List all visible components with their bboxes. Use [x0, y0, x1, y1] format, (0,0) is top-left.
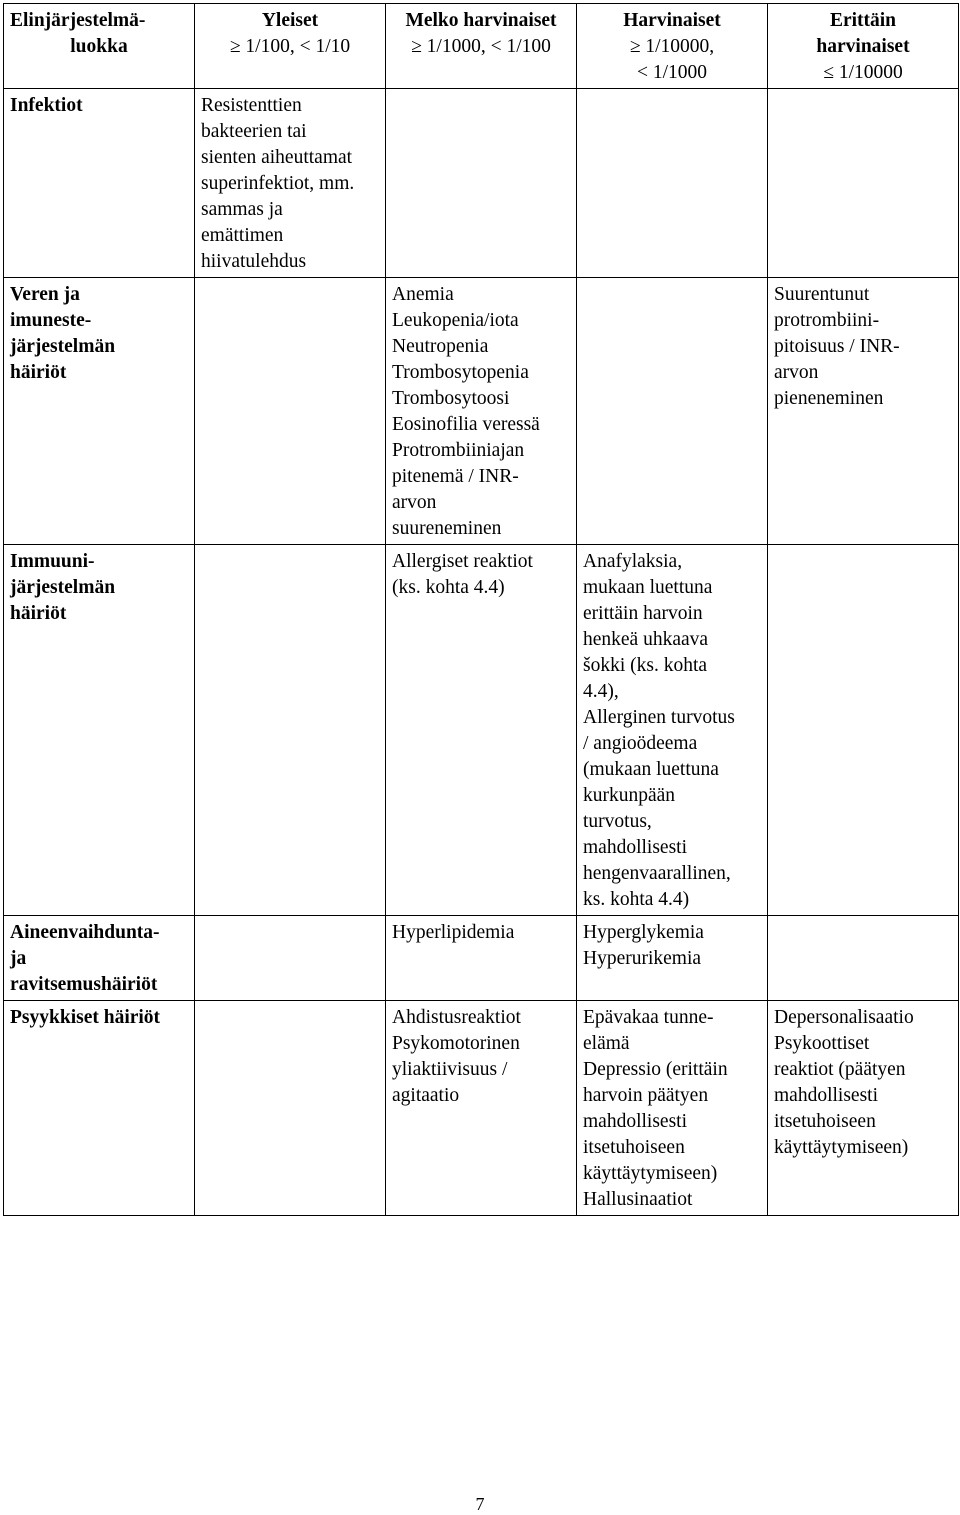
very-rare-cell [768, 89, 959, 278]
organ-system-cell: Infektiot [4, 89, 195, 278]
organ-system-cell: Veren ja imuneste- järjestelmän häiriöt [4, 278, 195, 545]
uncommon-cell: Hyperlipidemia [386, 916, 577, 1001]
header-row [4, 4, 959, 89]
rare-cell [577, 278, 768, 545]
common-cell: Resistenttien bakteerien tai sienten aiheuttamat superinfektiot, mm. sammas ja emättimen hiivatulehdus [195, 89, 386, 278]
header-uncommon: Melko harvinaiset ≥ 1/1000, < 1/100 [386, 4, 577, 89]
organ-system-cell: Immuuni- järjestelmän häiriöt [4, 545, 195, 916]
rare-cell: Epävakaa tunne- elämä Depressio (erittäin harvoin päätyen mahdollisesti itsetuhoiseen käyttäytymiseen) Hallusinaatiot [577, 1001, 768, 1216]
very-rare-cell: Depersonalisaatio Psykoottiset reaktiot (päätyen mahdollisesti itsetuhoiseen käyttäytymiseen) [768, 1001, 959, 1216]
common-cell [195, 916, 386, 1001]
header-rare: Harvinaiset ≥ 1/10000, < 1/1000 [577, 4, 768, 89]
table-row [4, 89, 959, 278]
header-organ-system-class: Elinjärjestelmä- luokka [4, 4, 195, 89]
common-cell [195, 278, 386, 545]
rare-cell: Hyperglykemia Hyperurikemia [577, 916, 768, 1001]
table-row [4, 278, 959, 545]
very-rare-cell [768, 545, 959, 916]
common-cell [195, 545, 386, 916]
organ-system-cell: Psyykkiset häiriöt [4, 1001, 195, 1216]
rare-cell: Anafylaksia, mukaan luettuna erittäin harvoin henkeä uhkaava šokki (ks. kohta 4.4), Allerginen turvotus / angioödeema (mukaan luettuna kurkunpään turvotus, mahdollisesti hengenvaarallinen, ks. kohta 4.4) [577, 545, 768, 916]
header-very-rare: Erittäin harvinaiset ≤ 1/10000 [768, 4, 959, 89]
common-cell [195, 1001, 386, 1216]
table-row [4, 916, 959, 1001]
uncommon-cell: Ahdistusreaktiot Psykomotorinen yliaktiivisuus / agitaatio [386, 1001, 577, 1216]
adverse-effects-table [3, 3, 959, 1216]
very-rare-cell [768, 916, 959, 1001]
uncommon-cell: Allergiset reaktiot (ks. kohta 4.4) [386, 545, 577, 916]
header-common: Yleiset ≥ 1/100, < 1/10 [195, 4, 386, 89]
table-row [4, 1001, 959, 1216]
page-number: 7 [475, 1494, 485, 1514]
uncommon-cell [386, 89, 577, 278]
organ-system-cell: Aineenvaihdunta- ja ravitsemushäiriöt [4, 916, 195, 1001]
uncommon-cell: Anemia Leukopenia/iota Neutropenia Trombosytopenia Trombosytoosi Eosinofilia veressä Protrombiiniajan pitenemä / INR- arvon suureneminen [386, 278, 577, 545]
rare-cell [577, 89, 768, 278]
table-row [4, 545, 959, 916]
very-rare-cell: Suurentunut protrombiini- pitoisuus / INR- arvon pieneneminen [768, 278, 959, 545]
